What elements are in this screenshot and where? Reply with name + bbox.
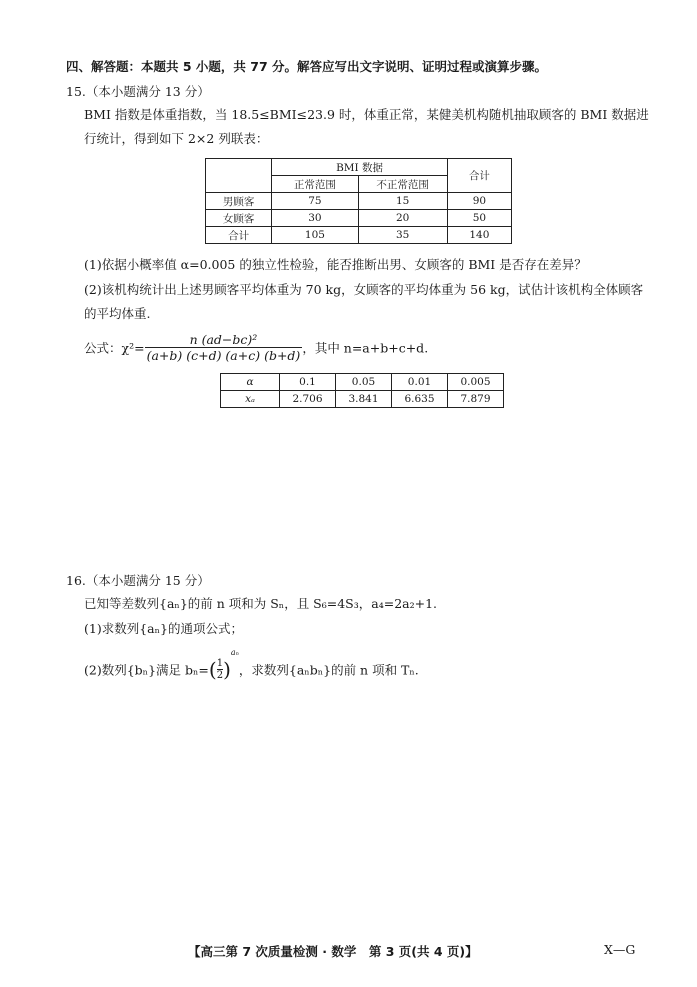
alpha-value: 0.05 [336,374,392,391]
q16-stem: 已知等差数列{aₙ}的前 n 项和为 Sₙ，且 S₆=4S₃，a₄=2a₂+1. [84,596,438,611]
exponent: aₙ [230,648,239,657]
page-footer: 【高三第 7 次质量检测 · 数学 第 3 页(共 4 页)】 [188,944,478,959]
critical-value: 2.706 [280,391,336,408]
q16-part2-prefix: (2)数列{bₙ}满足 bₙ= [84,662,209,678]
cell-total: 50 [447,210,511,227]
table-row [206,210,512,227]
cell-normal: 105 [272,227,358,244]
col-abnormal-header: 不正常范围 [358,176,447,193]
critical-value-table [220,373,504,408]
paren-right: ) [223,657,231,682]
section-title: 四、解答题：本题共 5 小题，共 77 分。解答应写出文字说明、证明过程或演算步骤。 [66,59,548,74]
critical-value: 3.841 [336,391,392,408]
col-normal-header: 正常范围 [272,176,358,193]
formula-numerator: n (ad−bc)² [145,332,303,348]
formula-suffix: ，其中 n=a+b+c+d. [302,340,429,356]
formula-fraction [145,332,303,363]
row-label: 合计 [206,227,272,244]
q16-part2-suffix: ，求数列{aₙbₙ}的前 n 项和 Tₙ. [238,662,419,678]
cell-abnormal: 20 [358,210,447,227]
bmi-group-header: BMI 数据 [272,159,447,176]
cell-abnormal: 35 [358,227,447,244]
q15-stem-line2: 行统计，得到如下 2×2 列联表： [84,131,269,146]
half-numerator: 1 [216,658,224,669]
paper-code: X—G [604,942,636,957]
col-total-header: 合计 [447,159,511,193]
contingency-table [205,158,512,244]
formula-denominator: (a+b) (c+d) (a+c) (b+d) [146,348,301,363]
alpha-value: 0.005 [448,374,504,391]
critical-value: 6.635 [392,391,448,408]
alpha-label: α [221,374,280,391]
q15-part2-line2: 的平均体重. [84,306,151,321]
alpha-value: 0.1 [280,374,336,391]
q15-part2-line1: (2)该机构统计出上述男顾客平均体重为 70 kg，女顾客的平均体重为 56 kg，试估计该机构全体顾客 [84,282,644,297]
table-row [206,227,512,244]
half-denominator: 2 [216,670,224,681]
alpha-row [221,374,504,391]
q16-part2 [84,648,419,682]
row-label: 男顾客 [206,193,272,210]
critical-label: xₐ [221,391,280,408]
q16-part1: (1)求数列{aₙ}的通项公式； [84,621,243,636]
row-label: 女顾客 [206,210,272,227]
cell-total: 90 [447,193,511,210]
cell-normal: 30 [272,210,358,227]
cell-normal: 75 [272,193,358,210]
q16-heading: 16.（本小题满分 15 分） [66,573,210,588]
cell-total: 140 [447,227,511,244]
formula-prefix: 公式：χ²= [84,340,145,356]
chi-square-formula [84,332,428,363]
table-corner [206,159,272,193]
q15-heading: 15.（本小题满分 13 分） [66,84,210,99]
critical-row [221,391,504,408]
q15-part1: (1)依据小概率值 α=0.005 的独立性检验，能否推断出男、女顾客的 BMI 是否存在差异？ [84,257,587,272]
critical-value: 7.879 [448,391,504,408]
table-row [206,193,512,210]
cell-abnormal: 15 [358,193,447,210]
alpha-value: 0.01 [392,374,448,391]
q15-stem-line1: BMI 指数是体重指数，当 18.5≤BMI≤23.9 时，体重正常，某健美机构随机抽取顾客的 BMI 数据进 [84,107,649,122]
paren-left: ( [208,657,217,682]
